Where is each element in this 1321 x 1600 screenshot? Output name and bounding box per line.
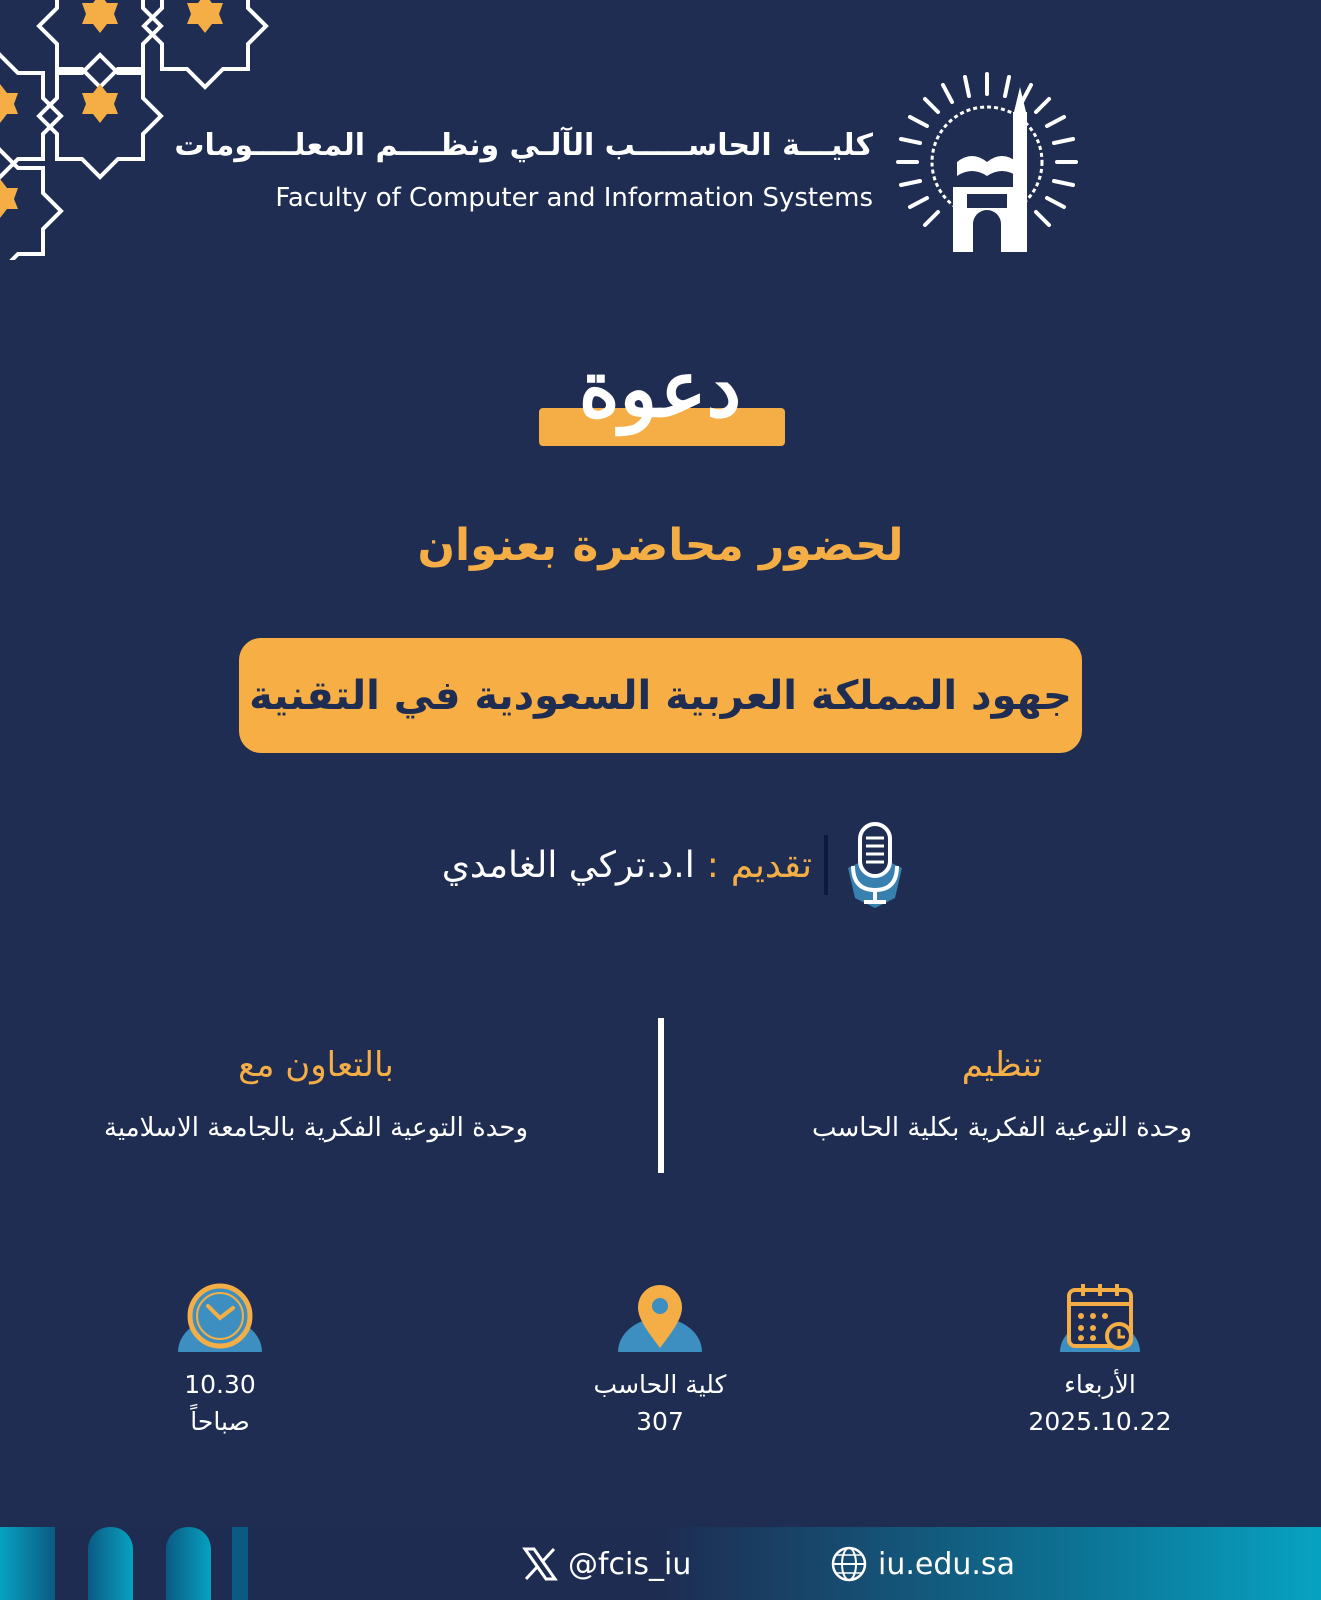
footer-stripe bbox=[0, 1527, 55, 1600]
website-link[interactable] bbox=[830, 1539, 1015, 1589]
location-info bbox=[530, 1282, 790, 1436]
faculty-name-english: Faculty of Computer and Information Systems bbox=[275, 183, 873, 213]
cooperation-label: بالتعاون مع bbox=[238, 1045, 394, 1085]
cooperation-name: وحدة التوعية الفكرية بالجامعة الاسلامية bbox=[103, 1113, 529, 1143]
organizer-block bbox=[722, 1045, 1282, 1143]
calendar-icon bbox=[1055, 1282, 1145, 1352]
location-name: كلية الحاسب bbox=[593, 1370, 727, 1399]
twitter-link[interactable] bbox=[522, 1539, 691, 1589]
faculty-name-arabic: كليـــة الحاســـــب الآلـي ونظــــم المعلــــومات bbox=[174, 128, 873, 163]
x-logo-icon bbox=[522, 1546, 558, 1582]
presenter-label: تقديم bbox=[730, 844, 812, 886]
location-pin-icon bbox=[615, 1282, 705, 1352]
presenter-separator bbox=[824, 835, 828, 895]
clock-icon bbox=[175, 1282, 265, 1352]
location-room: 307 bbox=[636, 1407, 684, 1436]
presenter-name: ا.د.تركي الغامدي bbox=[441, 844, 695, 886]
microphone-icon bbox=[840, 820, 910, 910]
presenter-row bbox=[420, 820, 910, 910]
invitation-title bbox=[525, 340, 795, 460]
date-info bbox=[970, 1282, 1230, 1436]
twitter-handle: @fcis_iu bbox=[568, 1546, 692, 1582]
lecture-topic-box bbox=[239, 638, 1082, 753]
time-info bbox=[90, 1282, 350, 1436]
university-logo-icon bbox=[895, 72, 1080, 257]
event-time: 10.30 bbox=[184, 1370, 256, 1399]
event-period: صباحاً bbox=[190, 1407, 250, 1436]
globe-icon bbox=[830, 1545, 868, 1583]
invitation-title-text: دعوة bbox=[578, 344, 742, 435]
website-url: iu.edu.sa bbox=[878, 1546, 1015, 1582]
footer-stripe bbox=[88, 1527, 133, 1600]
organization-divider bbox=[658, 1018, 664, 1173]
organizer-label: تنظيم bbox=[961, 1045, 1043, 1085]
lecture-subtitle: لحضور محاضرة بعنوان bbox=[417, 520, 904, 571]
event-day: الأربعاء bbox=[1064, 1370, 1136, 1399]
cooperation-block bbox=[36, 1045, 596, 1143]
footer-bar bbox=[0, 1527, 1321, 1600]
footer-stripe bbox=[232, 1527, 248, 1600]
presenter-colon: : bbox=[706, 844, 719, 886]
footer-stripe bbox=[166, 1527, 211, 1600]
event-date: 2025.10.22 bbox=[1028, 1407, 1172, 1436]
organizer-name: وحدة التوعية الفكرية بكلية الحاسب bbox=[811, 1113, 1192, 1143]
lecture-topic: جهود المملكة العربية السعودية في التقنية bbox=[249, 672, 1072, 719]
